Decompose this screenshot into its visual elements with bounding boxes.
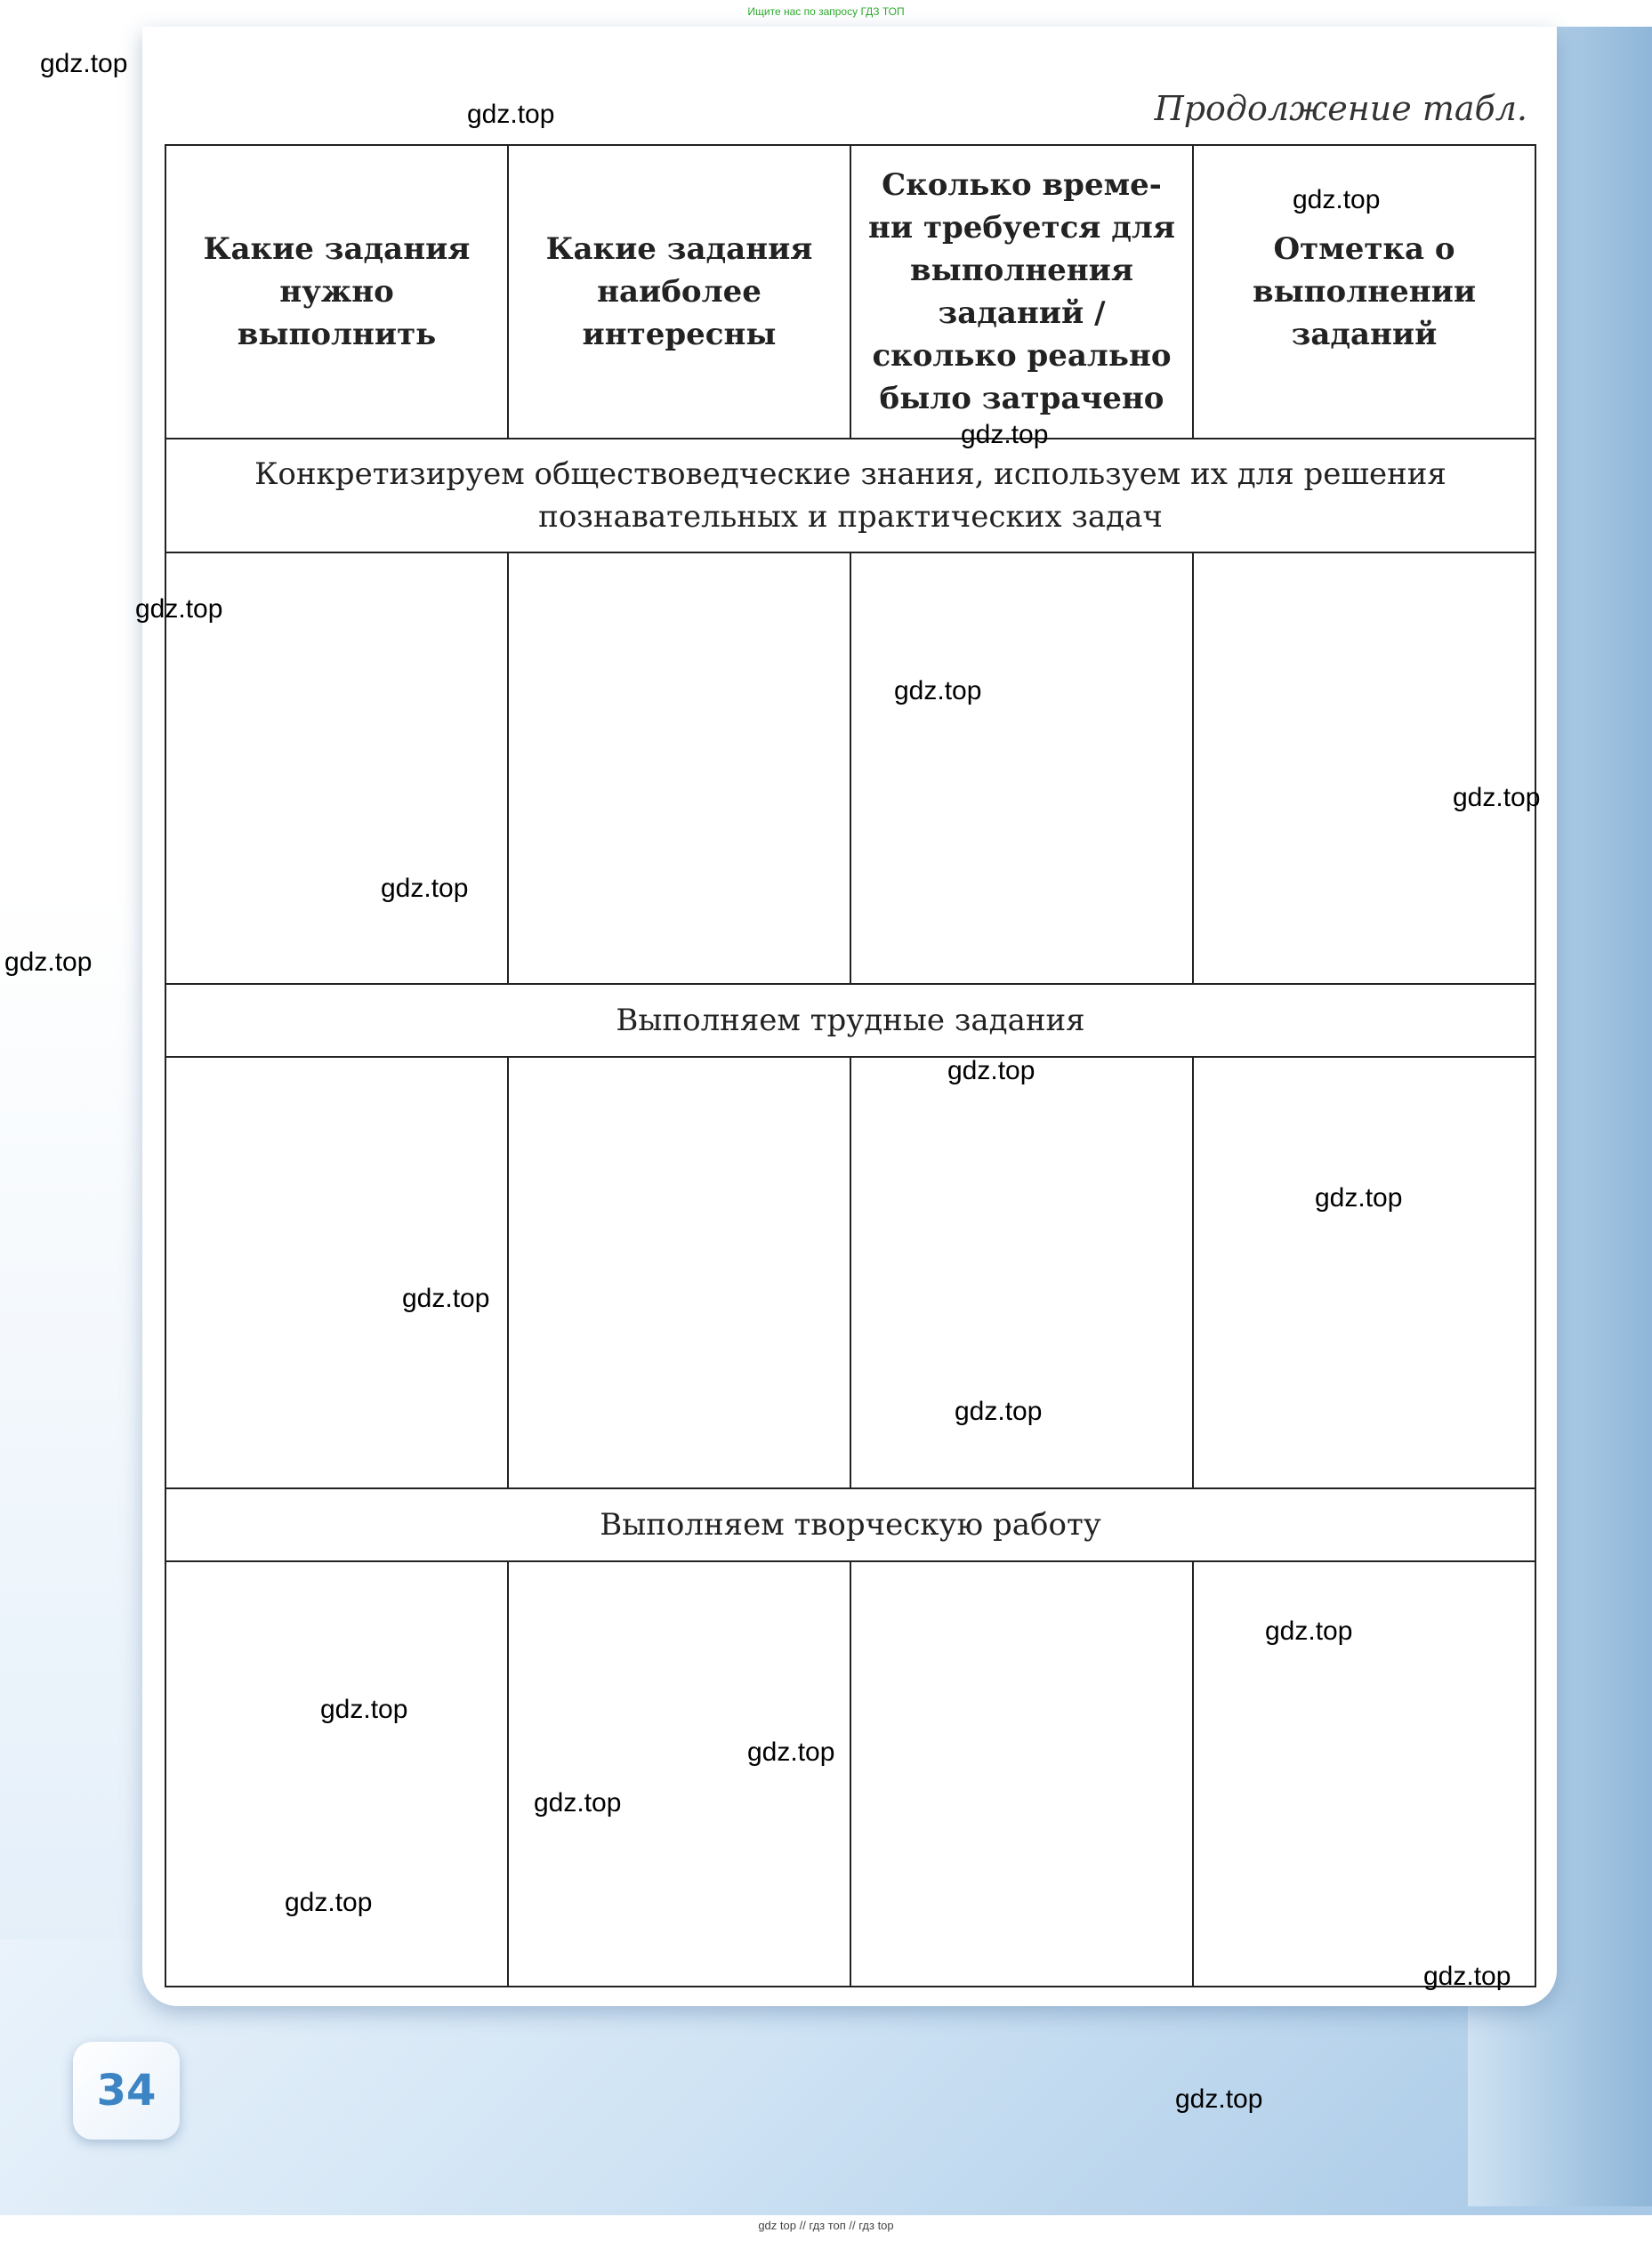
header-cell-tasks-to-do: Какие задания нужно выполнить bbox=[165, 145, 508, 439]
watermark: gdz.top bbox=[1453, 783, 1541, 812]
section-row-creative bbox=[165, 1488, 1535, 1561]
bottom-banner: gdz top // гдз топ // гдз top bbox=[758, 2219, 894, 2232]
watermark: gdz.top bbox=[1293, 185, 1381, 214]
answer-cell[interactable] bbox=[508, 1561, 850, 1987]
watermark: gdz.top bbox=[381, 874, 469, 903]
watermark: gdz.top bbox=[135, 594, 223, 624]
answer-cell[interactable] bbox=[850, 552, 1193, 984]
answer-cell[interactable] bbox=[1193, 1057, 1535, 1488]
answer-cell[interactable] bbox=[850, 1561, 1193, 1987]
watermark: gdz.top bbox=[947, 1056, 1036, 1085]
section-title-difficult: Выполняем трудные задания bbox=[165, 984, 1535, 1057]
table-row bbox=[165, 1057, 1535, 1488]
watermark: gdz.top bbox=[4, 947, 93, 977]
watermark: gdz.top bbox=[747, 1737, 835, 1767]
top-banner: Ищите нас по запросу ГДЗ ТОП bbox=[747, 5, 905, 18]
watermark: gdz.top bbox=[1265, 1616, 1353, 1646]
watermark: gdz.top bbox=[955, 1397, 1043, 1426]
watermark: gdz.top bbox=[1315, 1183, 1403, 1213]
watermark: gdz.top bbox=[1175, 2084, 1263, 2114]
section-row-concretize bbox=[165, 439, 1535, 552]
watermark: gdz.top bbox=[40, 49, 128, 78]
section-title-creative: Выполняем творческую работу bbox=[165, 1488, 1535, 1561]
table-row bbox=[165, 552, 1535, 984]
answer-cell[interactable] bbox=[508, 552, 850, 984]
continuation-label: Продолжение табл. bbox=[1154, 89, 1527, 128]
page-number: 34 bbox=[73, 2042, 180, 2140]
header-cell-completion-mark: Отметка о выполнении заданий bbox=[1193, 145, 1535, 439]
answer-cell[interactable] bbox=[165, 1057, 508, 1488]
header-cell-interesting-tasks: Какие задания наиболее интересны bbox=[508, 145, 850, 439]
header-cell-time-required: Сколько време- ни требуется для выполнения заданий / сколько реально было затрачено bbox=[850, 145, 1193, 439]
watermark: gdz.top bbox=[402, 1284, 490, 1313]
watermark: gdz.top bbox=[285, 1888, 373, 1917]
section-title-concretize: Конкретизируем обществоведческие знания, используем их для решения познавательных и практических задач bbox=[165, 439, 1535, 552]
watermark: gdz.top bbox=[894, 676, 982, 705]
watermark: gdz.top bbox=[961, 420, 1049, 449]
answer-cell[interactable] bbox=[165, 1561, 508, 1987]
answer-cell[interactable] bbox=[1193, 552, 1535, 984]
watermark: gdz.top bbox=[320, 1695, 408, 1724]
answer-cell[interactable] bbox=[1193, 1561, 1535, 1987]
section-row-difficult bbox=[165, 984, 1535, 1057]
watermark: gdz.top bbox=[467, 100, 555, 129]
watermark: gdz.top bbox=[534, 1788, 622, 1818]
watermark: gdz.top bbox=[1423, 1962, 1511, 1991]
answer-cell[interactable] bbox=[508, 1057, 850, 1488]
